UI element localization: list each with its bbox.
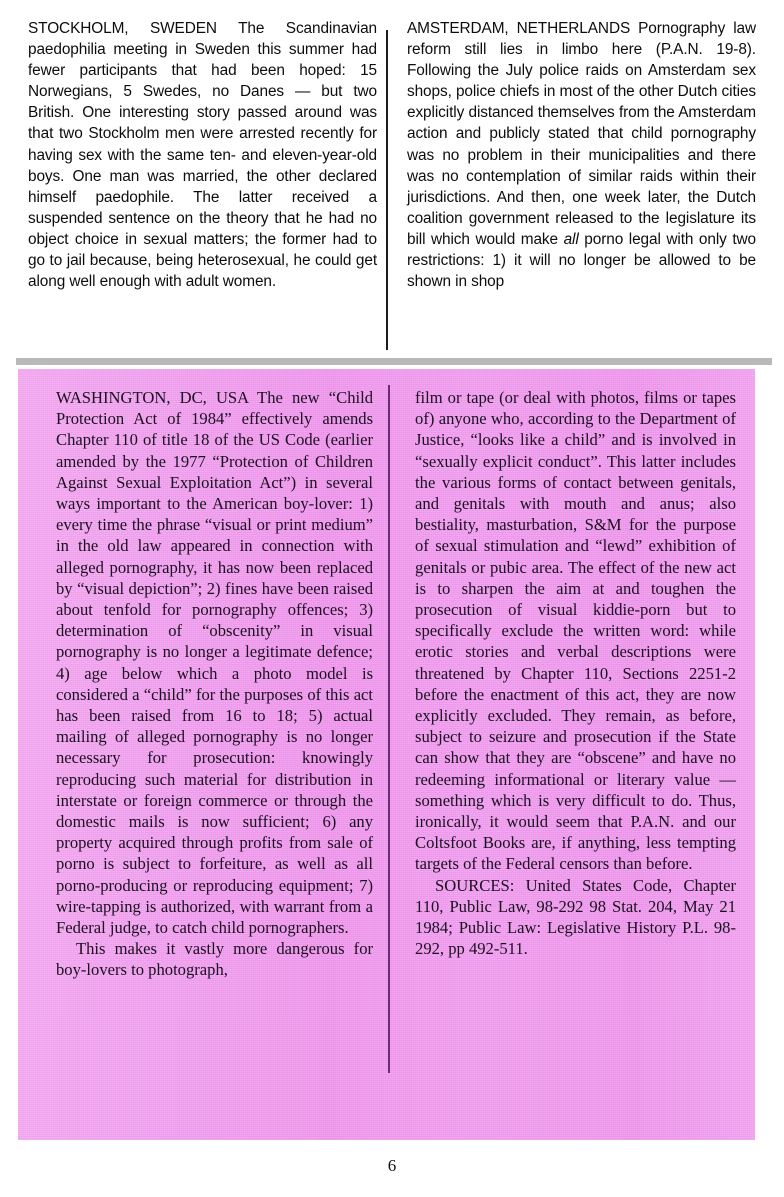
article-amsterdam-body-tail: porno legal with only two restrictions: 1) it will no longer be allowed to be shown in shop [407,230,757,291]
top-column-divider-rule [386,30,388,350]
article-washington-continuation-paragraph: film or tape (or deal with photos, films or tapes of) anyone who, according to the Department of Justice, “looks like a child” and is involved in “sexually explicit conduct”. This latter includes the various forms of contact between genitals, and genitals with mouth and anus; also bestiality, masturbation, S&M for the purpose of sexual stimulation and “lewd” exhibition of genitals or pubic area. The effect of the new act is to sharpen the aim at and toughen the prosecution of visual kiddie-porn but to specifically exclude the written word: while erotic stories and verbal descriptions were threatened by Chapter 110, Sections 2251-2 before the enactment of this act, they are now explicitly excluded. They remain, as before, subject to seizure and prosecution if the State can show that they are “obscene” and have no redeeming informational or literary value — something which is very difficult to do. Thus, ironically, it would seem that P.A.N. and our Coltsfoot Books are, if anything, less tempting targets of the Federal censors than before. [415,388,736,874]
section-separator-rule [16,358,772,365]
article-amsterdam-netherlands [389,18,756,292]
article-washington-paragraph-2: This makes it vastly more dangerous for boy-lovers to photograph, [56,939,374,980]
article-washington-dc-usa [56,387,393,981]
article-stockholm-sweden [28,18,389,292]
article-amsterdam-body-head: AMSTERDAM, NETHERLANDS Pornography law reform still lies in limbo here (P.A.N. 19-8). Following the July police raids on Amsterdam sex shops, police chiefs in most of the other Dutch cities explicitly distanced themselves from the Amsterdam action and publicly stated that child pornography was no problem in their municipalities and there was no contemplation of similar raids within their jurisdictions. And then, one week later, the Dutch coalition government released to the legislature its bill which would make [407,20,756,248]
page-number: 6 [387,1156,397,1175]
top-column-container [28,18,756,292]
highlight-column-divider-rule [388,385,390,1073]
highlighted-article-block [18,369,755,1140]
highlight-column-container [56,387,736,981]
article-washington-continuation [393,387,736,981]
article-washington-paragraph-1: WASHINGTON, DC, USA The new “Child Protection Act of 1984” effectively amends Chapter 110 of title 18 of the US Code (earlier amended by the 1977 “Protection of Children Against Sexual Exploitation Act”) in several ways important to the American boy-lover: 1) every time the phrase “visual or print medium” in the old law appeared in connection with alleged pornography, it has now been replaced by “visual depiction”; 2) fines have been raised about tenfold for pornography offences; 3) determination of “obscenity” in visual pornography is no longer a legitimate defence; 4) age below which a photo model is considered a “child” for the purposes of this act has been raised from 16 to 18; 5) actual mailing of alleged pornography is no longer necessary for prosecution: knowingly reproducing such material for distribution in interstate or foreign commerce or through the domestic mails is now sufficient; 6) any property acquired through profits from sale of porno is subject to forfeiture, as well as all porno-producing or reproducing equipment; 7) wire-tapping is authorized, with warrant from a Federal judge, to catch child pornographers. [56,388,374,938]
article-washington-sources: SOURCES: United States Code, Chapter 110, Public Law, 98-292 98 Stat. 204, May 21 1984; Public Law: Legislative History P.L. 98-292, pp 492-511. [415,875,736,959]
article-amsterdam-body [407,18,756,292]
article-amsterdam-emphasis-all: all [563,230,579,248]
article-stockholm-body: STOCKHOLM, SWEDEN The Scandinavian paedophilia meeting in Sweden this summer had fewer participants that had been hoped: 15 Norwegians, 5 Swedes, no Danes — but two British. One interesting story passed around was that two Stockholm men were arrested recently for having sex with the same ten- and eleven-year-old boys. One man was married, the other declared himself paedophile. The latter received a suspended sentence on the theory that he had no object choice in sexual matters; the former had to go to jail because, being heterosexual, he could get along well enough with adult women. [28,20,377,291]
top-news-section [0,0,784,358]
